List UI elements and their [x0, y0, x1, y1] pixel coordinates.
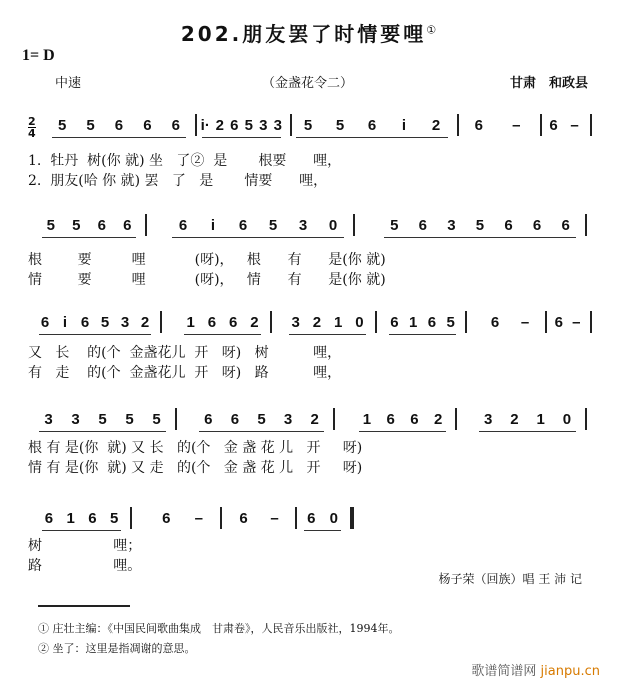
note: 5	[109, 509, 119, 527]
beam-underline	[304, 530, 341, 531]
note: 3	[71, 410, 80, 428]
tempo-marking: 中速	[55, 76, 82, 91]
watermark-cn: 歌谱简谱网	[471, 664, 537, 679]
note: 6	[561, 216, 570, 234]
note: 5	[303, 116, 313, 134]
time-num: 2	[28, 115, 36, 128]
beam-underline	[202, 137, 281, 138]
beam-underline	[39, 334, 151, 335]
note: 3	[483, 410, 493, 428]
note: 5	[446, 313, 455, 331]
note: 6	[80, 313, 90, 331]
barline	[270, 311, 272, 333]
barline	[455, 408, 457, 430]
note: 6	[490, 313, 500, 331]
lyric-line-1: 又 长 的(个 金盏花儿 开 呀) 树 哩，	[28, 345, 342, 361]
system-5	[0, 505, 620, 535]
measure	[180, 309, 265, 335]
note: i	[210, 216, 216, 234]
barline	[585, 408, 587, 430]
note: 1	[186, 313, 195, 331]
note: 5	[98, 410, 107, 428]
lyric-line-1: 1. 牡丹 树(你 就) 坐 了② 是 根要 哩，	[28, 153, 342, 169]
barline	[375, 311, 377, 333]
watermark	[471, 660, 600, 679]
note: 2	[215, 116, 224, 134]
note: 3	[120, 313, 130, 331]
note: 6	[114, 116, 124, 134]
note: 2	[510, 410, 519, 428]
lyric-line-2: 2. 朋友(哈 你 就) 罢 了 是 情要 哩，	[28, 173, 328, 189]
lyric-line-1: 树 哩；	[28, 538, 142, 554]
note: 0	[328, 216, 338, 234]
note: 6	[178, 216, 188, 234]
note: 6	[532, 216, 542, 234]
note: 1	[362, 410, 372, 428]
measure	[198, 112, 285, 138]
lyric-line-2: 有 走 的(个 金盏花儿 开 呀) 路 哩，	[28, 365, 342, 381]
footnote-divider	[38, 605, 130, 607]
note: 3	[273, 116, 282, 134]
note: 6	[230, 410, 240, 428]
beam-underline	[52, 137, 186, 138]
note: 6	[239, 509, 248, 527]
note: 5	[100, 313, 110, 331]
note: 5	[335, 116, 345, 134]
barline	[353, 214, 355, 236]
note: 1	[536, 410, 545, 428]
measure	[543, 112, 585, 138]
lyric-line-2: 情 有 是(你 就) 又 走 的(个 金 盏 花 儿 开 呀)	[28, 460, 363, 476]
beam-underline	[296, 137, 448, 138]
dash-note: –	[520, 313, 530, 331]
beam-underline	[479, 431, 576, 432]
system-4	[0, 406, 620, 436]
measure	[355, 406, 450, 432]
note: i·	[200, 116, 210, 134]
note: 6	[238, 216, 248, 234]
system-1	[0, 112, 620, 142]
measure	[38, 505, 125, 531]
note: 6	[162, 509, 171, 527]
lyric-line-2: 路 哩。	[28, 558, 142, 574]
barline	[545, 311, 547, 333]
measure	[550, 309, 585, 335]
note: 0	[355, 313, 364, 331]
note: 5	[268, 216, 278, 234]
note: 2	[310, 410, 319, 428]
note: 6	[390, 313, 399, 331]
note: 3	[298, 216, 308, 234]
note: 2	[312, 313, 322, 331]
note: 6	[171, 116, 180, 134]
note: 5	[257, 410, 266, 428]
note: 2	[140, 313, 150, 331]
title-footnote-mark: ①	[426, 23, 440, 37]
note: 2	[433, 410, 443, 428]
note: 5	[125, 410, 134, 428]
measure	[385, 309, 460, 335]
beam-underline	[184, 334, 261, 335]
time-den: 4	[28, 127, 36, 140]
note: 6	[97, 216, 106, 234]
measure	[35, 309, 155, 335]
note: 6	[367, 116, 377, 134]
note: 2	[431, 116, 441, 134]
note: 6	[44, 509, 54, 527]
beam-underline	[42, 530, 121, 531]
note: 1	[66, 509, 75, 527]
tune-name: （金盏花令二）	[262, 76, 354, 91]
barline	[195, 114, 197, 136]
note: i	[401, 116, 407, 134]
note: 3	[447, 216, 456, 234]
dash-note: –	[572, 313, 581, 331]
beam-underline	[289, 334, 366, 335]
note: 5	[244, 116, 253, 134]
barline	[295, 507, 297, 529]
barline	[457, 114, 459, 136]
barline	[175, 408, 177, 430]
title-text: 202.朋友罢了时情要哩	[180, 22, 427, 46]
note: 6	[143, 116, 152, 134]
note: 6	[386, 410, 395, 428]
beam-underline	[42, 237, 136, 238]
beam-underline	[172, 237, 344, 238]
note: 0	[562, 410, 572, 428]
note: 5	[46, 216, 55, 234]
measure	[168, 212, 348, 238]
barline	[130, 507, 132, 529]
system-2	[0, 212, 620, 242]
measure	[195, 406, 328, 432]
measure	[300, 505, 345, 531]
note: 6	[228, 313, 238, 331]
note: 6	[230, 116, 239, 134]
dash-note: –	[512, 116, 521, 134]
note: 5	[475, 216, 485, 234]
note: 5	[390, 216, 399, 234]
measure	[285, 309, 370, 335]
note: 3	[283, 410, 293, 428]
note: 6	[554, 313, 563, 331]
beam-underline	[384, 237, 576, 238]
dash-note: –	[270, 509, 279, 527]
note: 6	[40, 313, 50, 331]
beam-underline	[389, 334, 456, 335]
note: 1	[408, 313, 418, 331]
note: 6	[474, 116, 483, 134]
measure	[38, 212, 140, 238]
watermark-en: jianpu.cn	[540, 664, 600, 679]
dash-note: –	[194, 509, 203, 527]
barline	[590, 311, 592, 333]
barline	[333, 408, 335, 430]
final-barline	[350, 507, 354, 529]
note: 6	[410, 410, 419, 428]
barline	[585, 214, 587, 236]
note: 6	[123, 216, 132, 234]
note: 5	[58, 116, 67, 134]
note: 3	[291, 313, 300, 331]
beam-underline	[199, 431, 324, 432]
barline	[145, 214, 147, 236]
barline	[590, 114, 592, 136]
note: 6	[204, 410, 213, 428]
system-3	[0, 309, 620, 339]
beam-underline	[39, 431, 166, 432]
note: 5	[86, 116, 95, 134]
measure	[480, 309, 540, 335]
dash-note: –	[570, 116, 579, 134]
note: 6	[549, 116, 558, 134]
song-title	[0, 18, 620, 47]
barline	[220, 507, 222, 529]
note: 3	[259, 116, 268, 134]
lyric-line-2: 情 要 哩 (呀)， 情 有 是(你 就)	[28, 272, 386, 288]
note: 3	[44, 410, 53, 428]
barline	[160, 311, 162, 333]
barline	[540, 114, 542, 136]
measure	[150, 505, 215, 531]
measure	[460, 112, 535, 138]
key-signature: 1= D	[22, 47, 55, 64]
note: 6	[307, 509, 316, 527]
barline	[465, 311, 467, 333]
lyric-line-1: 根 有 是(你 就) 又 长 的(个 金 盏 花 儿 开 呀)	[28, 440, 363, 456]
note: 0	[329, 509, 338, 527]
footnote-1: ① 庄壮主编：《中国民间歌曲集成 甘肃卷》，人民音乐出版社，1994年。	[38, 622, 400, 635]
footnote-2: ② 坐了：这里是指凋谢的意思。	[38, 642, 196, 655]
time-signature	[28, 116, 36, 139]
measure	[48, 112, 190, 138]
beam-underline	[359, 431, 446, 432]
note: i	[62, 313, 68, 331]
note: 1	[333, 313, 343, 331]
measure	[475, 406, 580, 432]
note: 6	[88, 509, 97, 527]
note: 5	[152, 410, 161, 428]
note: 6	[427, 313, 437, 331]
measure	[292, 112, 452, 138]
note: 2	[250, 313, 259, 331]
lyric-line-1: 根 要 哩 (呀)， 根 有 是(你 就)	[28, 252, 386, 268]
region: 甘肃 和政县	[510, 76, 589, 91]
note: 5	[72, 216, 81, 234]
measure	[380, 212, 580, 238]
note: 6	[418, 216, 428, 234]
credit-line: 杨子荣（回族）唱 王 沛 记	[438, 572, 582, 586]
measure	[35, 406, 170, 432]
note: 6	[504, 216, 513, 234]
measure	[228, 505, 290, 531]
note: 6	[207, 313, 217, 331]
